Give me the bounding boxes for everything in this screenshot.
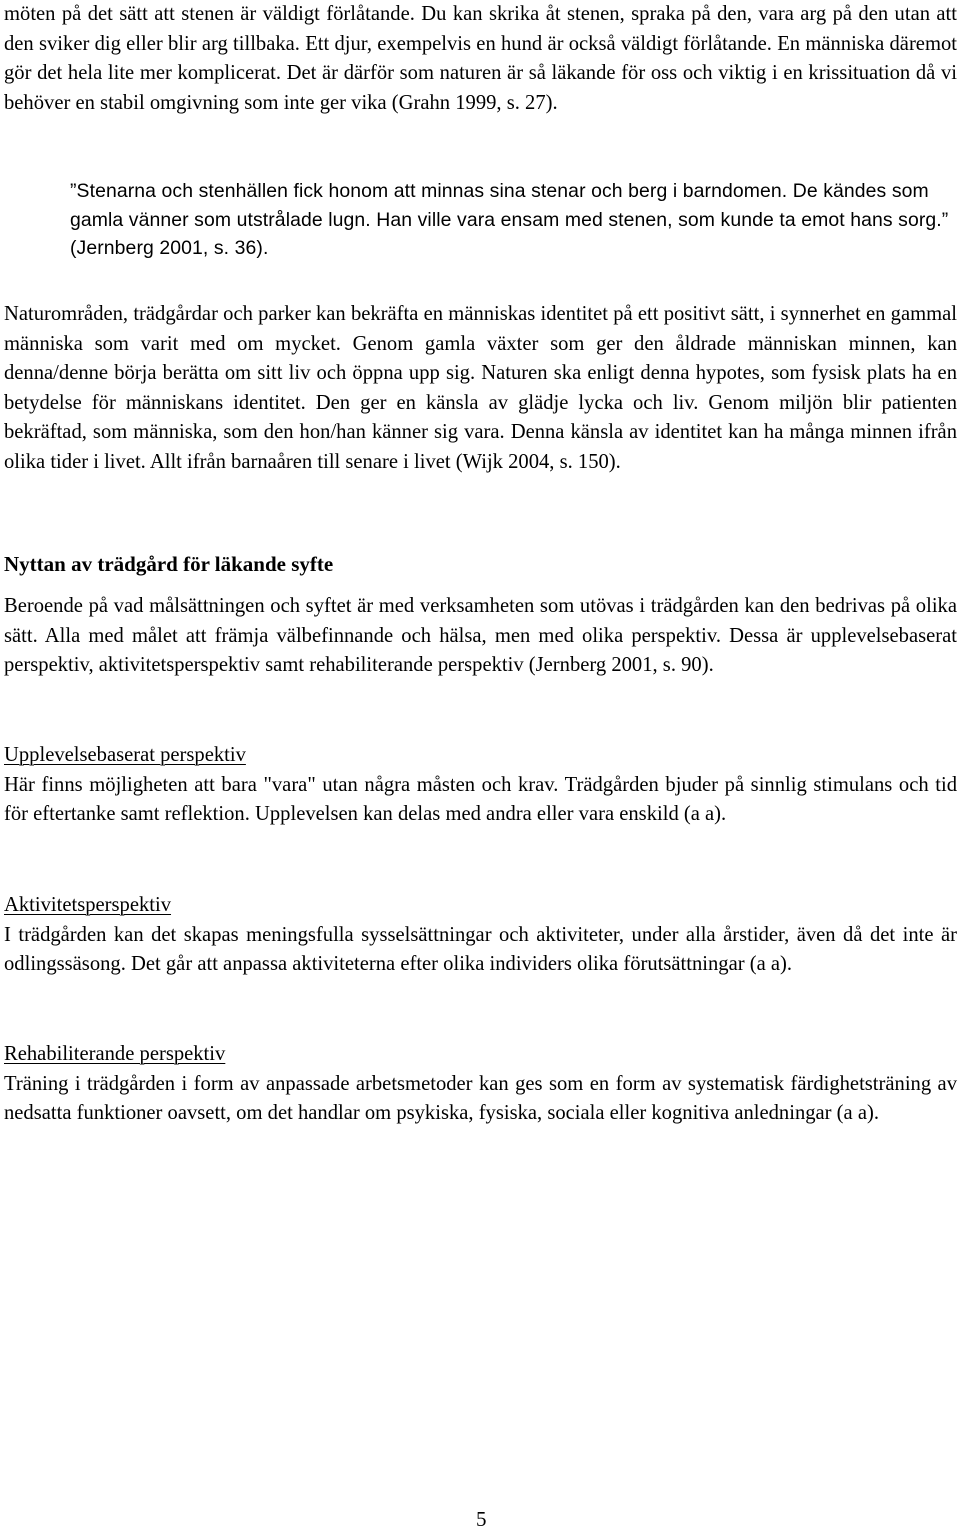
subsection-body: Träning i trädgården i form av anpassade arbetsmetoder kan ges som en form av systematisk färdighetsträning av nedsatta funktioner oavsett, om det handlar om psykiska, fysiska, sociala eller kognitiva anledningar (a a). (4, 1072, 957, 1125)
subsection-body: Här finns möjligheten att bara "vara" utan några måsten och krav. Trädgården bjuder på sinnlig stimulans och tid för eftertanke samt reflektion. Upplevelsen kan delas med andra eller vara enskild (a a). (4, 773, 957, 826)
subsection-body: I trädgården kan det skapas meningsfulla sysselsättningar och aktiviteter, under alla årstider, även då det inte är odlingssäsong. Det går att anpassa aktiviteterna efter olika individers olika förutsättningar (a a). (4, 923, 957, 976)
section-intro-paragraph: Beroende på vad målsättningen och syftet är med verksamheten som utövas i trädgården kan den bedrivas på olika sätt. Alla med målet att främja välbefinnande och hälsa, men med olika perspektiv. Dessa är upplevelsebaserat perspektiv, aktivitetsperspektiv samt rehabiliterande perspektiv (Jernberg 2001, s. 90). (4, 595, 957, 677)
subsection-upplevelsebaserat (4, 741, 957, 830)
subsection-heading: Rehabiliterande perspektiv (4, 1043, 226, 1065)
section-heading: Nyttan av trädgård för läkande syfte (4, 552, 334, 576)
subsection-rehabiliterande (4, 1040, 957, 1129)
subsection-heading: Upplevelsebaserat perspektiv (4, 744, 246, 766)
nature-identity-paragraph: Naturområden, trädgårdar och parker kan bekräfta en människas identitet på ett positivt sätt, i synnerhet en gammal människa som varit med om mycket. Genom gamla växter som ger den åldrade människan minnen, kan denna/denne börja berätta om sitt liv och öppna upp sig. Naturen ska enligt denna hypotes, som fysisk plats ha en betydelse för människans identitet. Den ger en känsla av glädje lycka och liv. Genom miljön blir patienten bekräftad, som människa, som den hon/han känner sig vara. Denna känsla av identitet kan ha många minnen ifrån olika tider i livet. Allt ifrån barnaåren till senare i livet (Wijk 2004, s. 150). (4, 303, 957, 473)
subsection-heading: Aktivitetsperspektiv (4, 894, 172, 916)
intro-paragraph: möten på det sätt att stenen är väldigt förlåtande. Du kan skrika åt stenen, spraka på den, vara arg på den utan att den sviker dig eller blir arg tillbaka. Ett djur, exempelvis en hund är också väldigt förlåtande. En människa däremot gör det hela lite mer komplicerat. Det är därför som naturen är så läkande för oss och viktig i en krissituation då vi behöver en stabil omgivning som inte ger vika (Grahn 1999, s. 27). (4, 3, 957, 114)
block-quote: ”Stenarna och stenhällen fick honom att minnas sina stenar och berg i barndomen. De kändes som gamla vänner som utstrålade lugn. Han ville vara ensam med stenen, som kunde ta emot hans sorg.” (Jernberg 2001, s. 36). (70, 180, 949, 260)
subsection-aktivitetsperspektiv (4, 891, 957, 980)
page-number: 5 (476, 1507, 487, 1531)
